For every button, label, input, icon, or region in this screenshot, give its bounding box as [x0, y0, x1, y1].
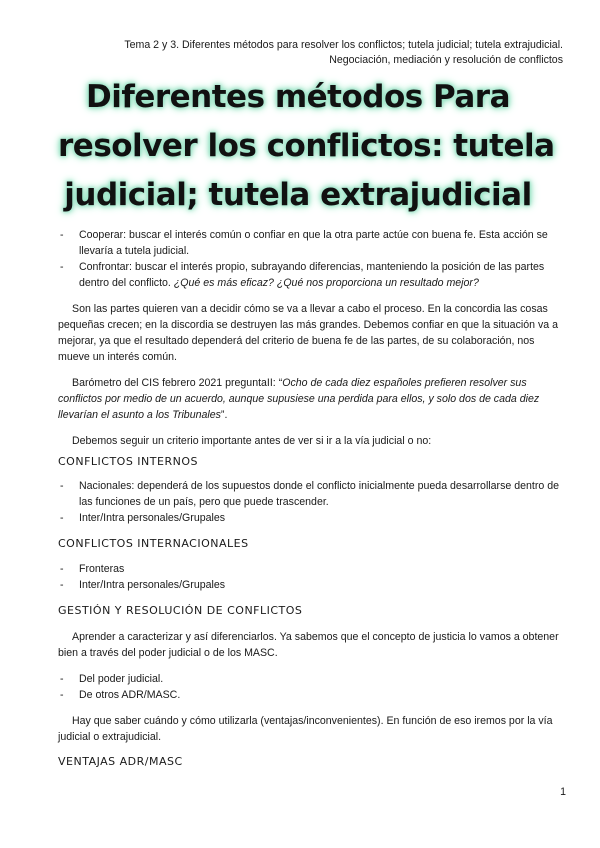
title-line-1: Diferentes métodos Para: [85, 79, 511, 115]
list-item-text: Nacionales: dependerá de los supuestos donde el conflicto inicialmente pueda desarrollarse dentro de las funciones de un país, pero que puede trascender.: [79, 480, 559, 508]
list-item-text: Inter/Intra personales/Grupales: [79, 579, 226, 591]
document-title: [58, 73, 555, 220]
list-item: [60, 510, 563, 526]
paragraph: Debemos seguir un criterio importante antes de ver si ir a la vía judicial o no:: [72, 435, 432, 447]
header-line-1: Tema 2 y 3. Diferentes métodos para resolver los conflictos; tutela judicial; tutela extrajudicial.: [124, 39, 563, 51]
section-heading: GESTIÓN Y RESOLUCIÓN DE CONFLICTOS: [58, 604, 303, 617]
list-item: [60, 671, 563, 687]
dash-bullet: -: [60, 512, 64, 524]
justice-sources-list: [60, 671, 563, 703]
list-item-text: Cooperar: buscar el interés común o confiar en que la otra parte actúe con buena fe. Esta acción se llevaría a tutela judicial.: [79, 229, 548, 257]
document-body: [58, 227, 563, 770]
dash-bullet: -: [60, 563, 64, 575]
internal-conflicts-list: [60, 478, 563, 526]
list-item: [60, 478, 563, 510]
strategy-list: [60, 227, 563, 291]
dash-bullet: -: [60, 480, 64, 492]
page-header: [124, 38, 563, 68]
paragraph: Hay que saber cuándo y cómo utilizarla (ventajas/inconvenientes). En función de eso iremos por la vía judicial o extrajudicial.: [58, 715, 553, 743]
list-item: [60, 687, 563, 703]
cis-tail: ”.: [220, 409, 228, 421]
paragraph: Aprender a caracterizar y así diferenciarlos. Ya sabemos que el concepto de justicia lo vamos a obtener bien a través del poder judicial o de los MASC.: [58, 631, 559, 659]
list-item-text: Inter/Intra personales/Grupales: [79, 512, 226, 524]
list-item-text: Confrontar: buscar el interés propio, subrayando diferencias, manteniendo la posición de las partes dentro del conflicto.: [79, 261, 545, 289]
list-item: [60, 227, 563, 259]
list-item-text: Del poder judicial.: [79, 673, 164, 685]
dash-bullet: -: [60, 261, 64, 273]
header-line-2: Negociación, mediación y resolución de conflictos: [329, 54, 563, 66]
dash-bullet: -: [60, 579, 64, 591]
section-heading: VENTAJAS ADR/MASC: [58, 755, 183, 768]
list-item-text: De otros ADR/MASC.: [79, 689, 181, 701]
section-heading: CONFLICTOS INTERNACIONALES: [58, 537, 249, 550]
dash-bullet: -: [60, 673, 64, 685]
list-item: [60, 577, 563, 593]
list-item-text: Fronteras: [79, 563, 125, 575]
cis-quote: Ocho de cada diez españoles prefieren resolver sus conflictos por medio de un acuerdo, aunque supusiese una perdida para ellos, y solo dos de cada diez llevarían el asunto a los Tribunales: [58, 377, 540, 421]
page-number: 1: [560, 786, 566, 798]
title-line-3: judicial; tutela extrajudicial: [64, 177, 532, 213]
cis-lead: Barómetro del CIS febrero 2021 preguntaII: “: [72, 377, 283, 389]
list-item: [60, 259, 563, 291]
section-heading: CONFLICTOS INTERNOS: [58, 455, 198, 468]
list-item-question: ¿Qué es más eficaz? ¿Qué nos proporciona un resultado mejor?: [173, 277, 479, 289]
title-line-2: resolver los conflictos: tutela: [58, 128, 555, 164]
international-conflicts-list: [60, 561, 563, 593]
dash-bullet: -: [60, 689, 64, 701]
dash-bullet: -: [60, 229, 64, 241]
cis-paragraph: [58, 375, 563, 423]
paragraph: Son las partes quieren van a decidir cómo se va a llevar a cabo el proceso. En la concordia las cosas pequeñas crecen; en la discordia se destruyen las más grandes. Debemos confiar en que la situación va a mejorar, ya que el resultado dependerá del criterio de buena fe de las partes, de su colaboración, nos mueve un interés común.: [58, 303, 558, 363]
list-item: [60, 561, 563, 577]
